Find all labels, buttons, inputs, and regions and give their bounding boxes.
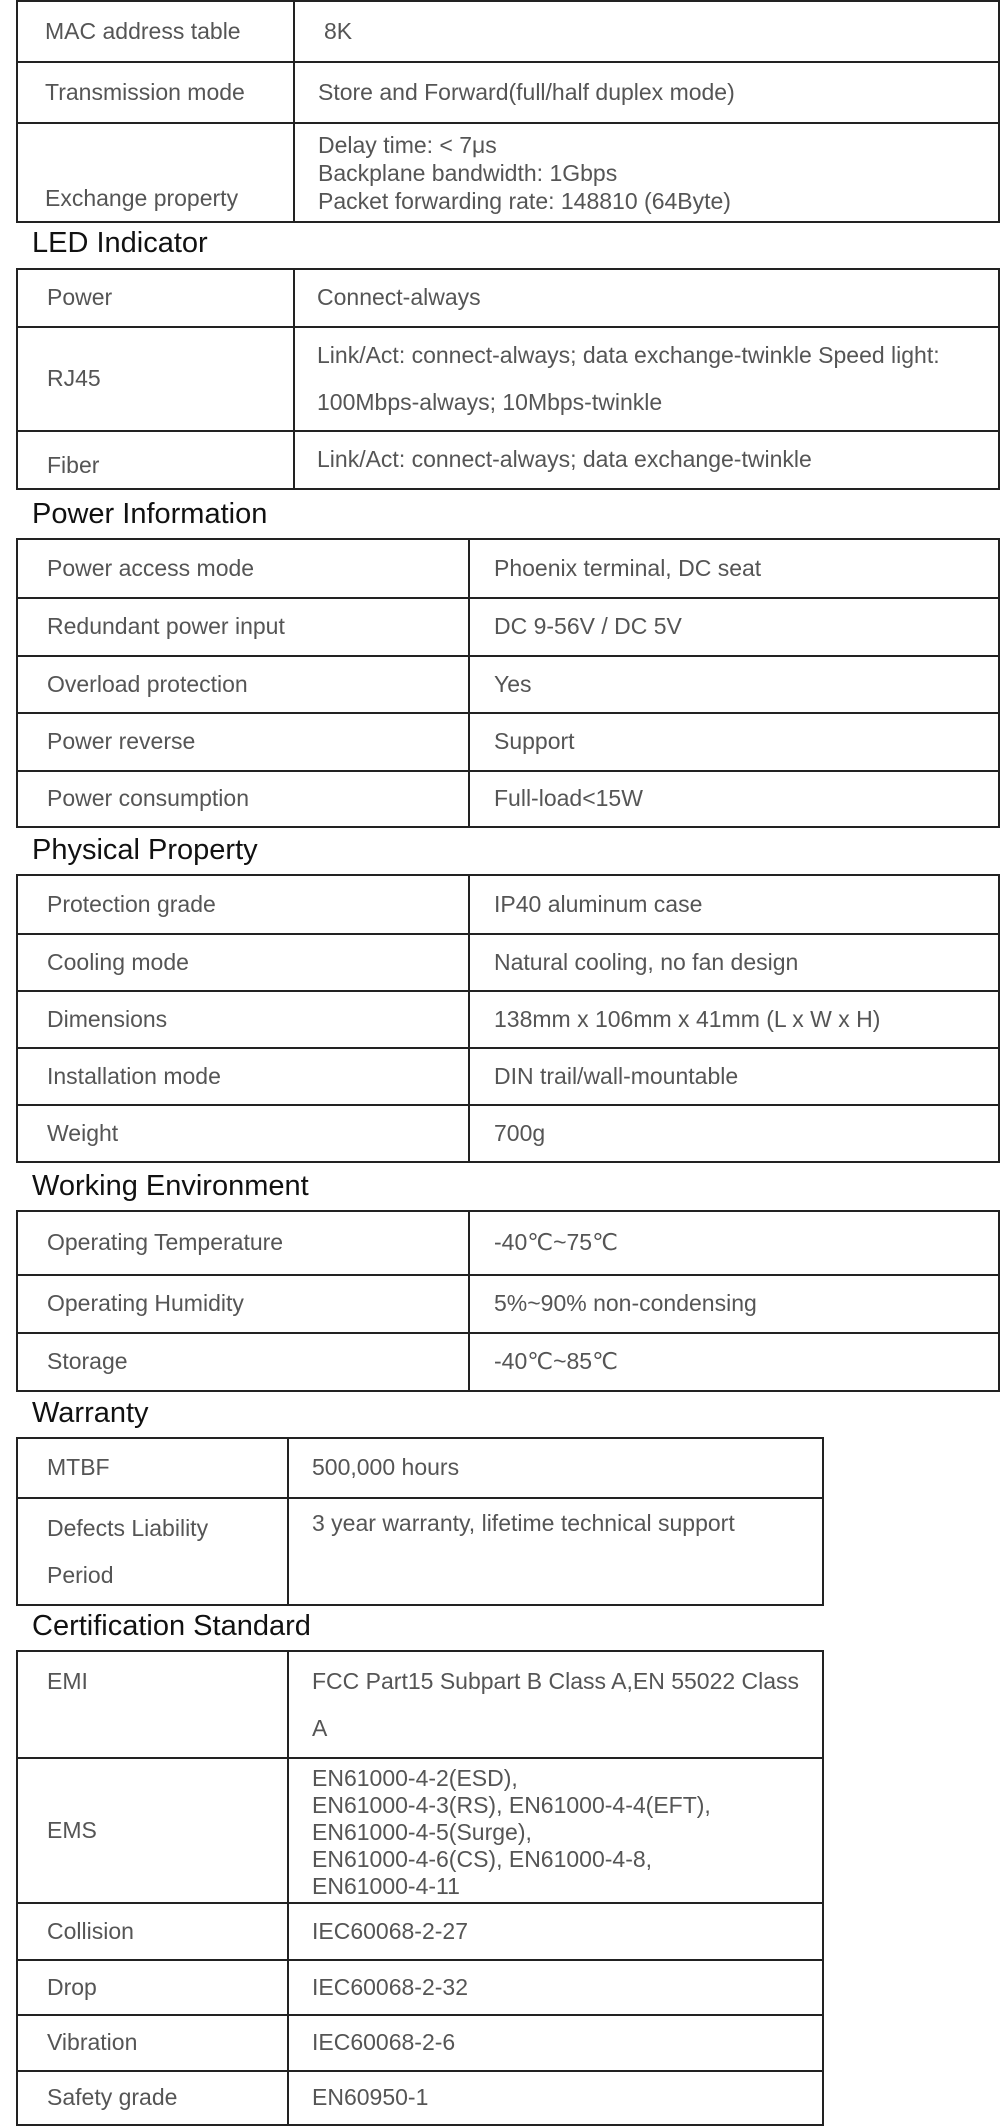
table-row — [18, 540, 998, 597]
physical-property-table — [16, 874, 1000, 1163]
table-row — [18, 933, 998, 990]
table-row — [18, 1757, 822, 1902]
spec-label: Exchange property — [45, 185, 239, 212]
spec-label: Collision — [47, 1917, 134, 1944]
table-row — [18, 1274, 998, 1332]
spec-label: Dimensions — [47, 1005, 168, 1032]
spec-value-line: EN61000-4-5(Surge), — [312, 1819, 532, 1845]
spec-label: RJ45 — [47, 365, 101, 392]
spec-label: Transmission mode — [45, 78, 245, 105]
spec-value: DC 9-56V / DC 5V — [468, 599, 998, 655]
table-row — [18, 597, 998, 655]
spec-value: Support — [468, 714, 998, 770]
table-row — [18, 1439, 822, 1497]
warranty-table — [16, 1437, 824, 1606]
spec-value: IEC60068-2-27 — [287, 1904, 822, 1959]
spec-value: DIN trail/wall-mountable — [468, 1049, 998, 1104]
spec-label: Safety grade — [47, 2084, 178, 2111]
spec-value: Link/Act: connect-always; data exchange-twinkle — [293, 432, 998, 488]
spec-label: Overload protection — [47, 670, 248, 697]
spec-label-line: Period — [47, 1561, 114, 1588]
spec-label: Protection grade — [47, 890, 216, 917]
spec-value-line: 100Mbps-always; 10Mbps-twinkle — [317, 389, 663, 415]
spec-label: Weight — [47, 1119, 119, 1146]
table-row — [18, 876, 998, 933]
table-row — [18, 1497, 822, 1604]
table-row — [18, 1332, 998, 1390]
spec-label: Power reverse — [47, 728, 196, 755]
spec-value-line: EN61000-4-6(CS), EN61000-4-8, — [312, 1846, 653, 1872]
table-row — [18, 430, 998, 488]
section-heading-power: Power Information — [32, 498, 268, 530]
spec-value-multiline — [287, 1759, 822, 1902]
spec-value-multiline — [293, 124, 998, 221]
spec-value: Full-load<15W — [468, 772, 998, 826]
table-row — [18, 1652, 822, 1757]
spec-value-line: Backplane bandwidth: 1Gbps — [318, 159, 618, 186]
spec-value-line: Link/Act: connect-always; data exchange-twinkle Speed light: — [317, 342, 940, 368]
spec-value-line: EN61000-4-11 — [312, 1873, 460, 1899]
table-row — [18, 326, 998, 430]
spec-value: 700g — [468, 1106, 998, 1161]
table-row — [18, 122, 998, 221]
spec-value: Phoenix terminal, DC seat — [468, 540, 998, 597]
spec-value-line: EN61000-4-3(RS), EN61000-4-4(EFT), — [312, 1792, 711, 1818]
section-heading-physical: Physical Property — [32, 834, 258, 866]
spec-value: 500,000 hours — [287, 1439, 822, 1497]
spec-value: Yes — [468, 657, 998, 712]
power-information-table — [16, 538, 1000, 828]
spec-label: Drop — [47, 1973, 97, 2000]
spec-label: Fiber — [47, 452, 100, 479]
spec-value-line: Delay time: < 7μs — [318, 131, 497, 158]
table-row — [18, 61, 998, 122]
table-row — [18, 1902, 822, 1959]
spec-value: Connect-always — [293, 270, 998, 326]
spec-label: Operating Temperature — [47, 1229, 284, 1256]
spec-label: Cooling mode — [47, 948, 189, 975]
spec-label: MAC address table — [45, 17, 241, 44]
table-row — [18, 1212, 998, 1274]
spec-value-line: FCC Part15 Subpart B Class A,EN 55022 Class — [312, 1667, 800, 1694]
spec-value: -40℃~85℃ — [468, 1334, 998, 1390]
table-row — [18, 2, 998, 61]
spec-value-line: A — [312, 1714, 328, 1741]
table-row — [18, 270, 998, 326]
spec-value-line: EN61000-4-2(ESD), — [312, 1765, 518, 1791]
spec-label: MTBF — [47, 1454, 110, 1481]
spec-value: 8K — [293, 2, 998, 61]
spec-label: Vibration — [47, 2029, 138, 2056]
table-row — [18, 1104, 998, 1161]
spec-value: Natural cooling, no fan design — [468, 935, 998, 990]
spec-label: EMS — [47, 1816, 97, 1843]
spec-label: Operating Humidity — [47, 1290, 244, 1317]
switching-spec-table — [16, 0, 1000, 223]
table-row — [18, 712, 998, 770]
table-row — [18, 990, 998, 1047]
spec-value: IEC60068-2-32 — [287, 1961, 822, 2014]
section-heading-warranty: Warranty — [32, 1397, 149, 1429]
table-row — [18, 770, 998, 826]
certification-standard-table — [16, 1650, 824, 2126]
spec-value: 3 year warranty, lifetime technical support — [287, 1499, 822, 1604]
spec-label: Redundant power input — [47, 613, 285, 640]
spec-label: EMI — [47, 1668, 88, 1694]
spec-value-line: Packet forwarding rate: 148810 (64Byte) — [318, 187, 731, 214]
table-row — [18, 2070, 822, 2124]
table-row — [18, 655, 998, 712]
spec-value: Store and Forward(full/half duplex mode) — [293, 63, 998, 122]
spec-value: -40℃~75℃ — [468, 1212, 998, 1274]
spec-value: IP40 aluminum case — [468, 876, 998, 933]
spec-value: 138mm x 106mm x 41mm (L x W x H) — [468, 992, 998, 1047]
table-row — [18, 1959, 822, 2014]
led-indicator-table — [16, 268, 1000, 490]
spec-label: Power consumption — [47, 785, 249, 812]
spec-label: Power access mode — [47, 554, 255, 581]
working-environment-table — [16, 1210, 1000, 1392]
spec-label: Installation mode — [47, 1062, 221, 1089]
table-row — [18, 1047, 998, 1104]
spec-value-multiline — [293, 328, 998, 430]
spec-label: Storage — [47, 1348, 128, 1375]
spec-value: EN60950-1 — [287, 2072, 822, 2124]
spec-value: 5%~90% non-condensing — [468, 1276, 998, 1332]
spec-value: IEC60068-2-6 — [287, 2016, 822, 2070]
section-heading-led: LED Indicator — [32, 227, 208, 259]
spec-value-multiline — [287, 1652, 822, 1757]
section-heading-certification: Certification Standard — [32, 1610, 311, 1642]
section-heading-environment: Working Environment — [32, 1170, 309, 1202]
table-row — [18, 2014, 822, 2070]
spec-label-multiline — [18, 1499, 291, 1604]
spec-label: Power — [47, 284, 113, 311]
spec-label-line: Defects Liability — [47, 1514, 209, 1541]
